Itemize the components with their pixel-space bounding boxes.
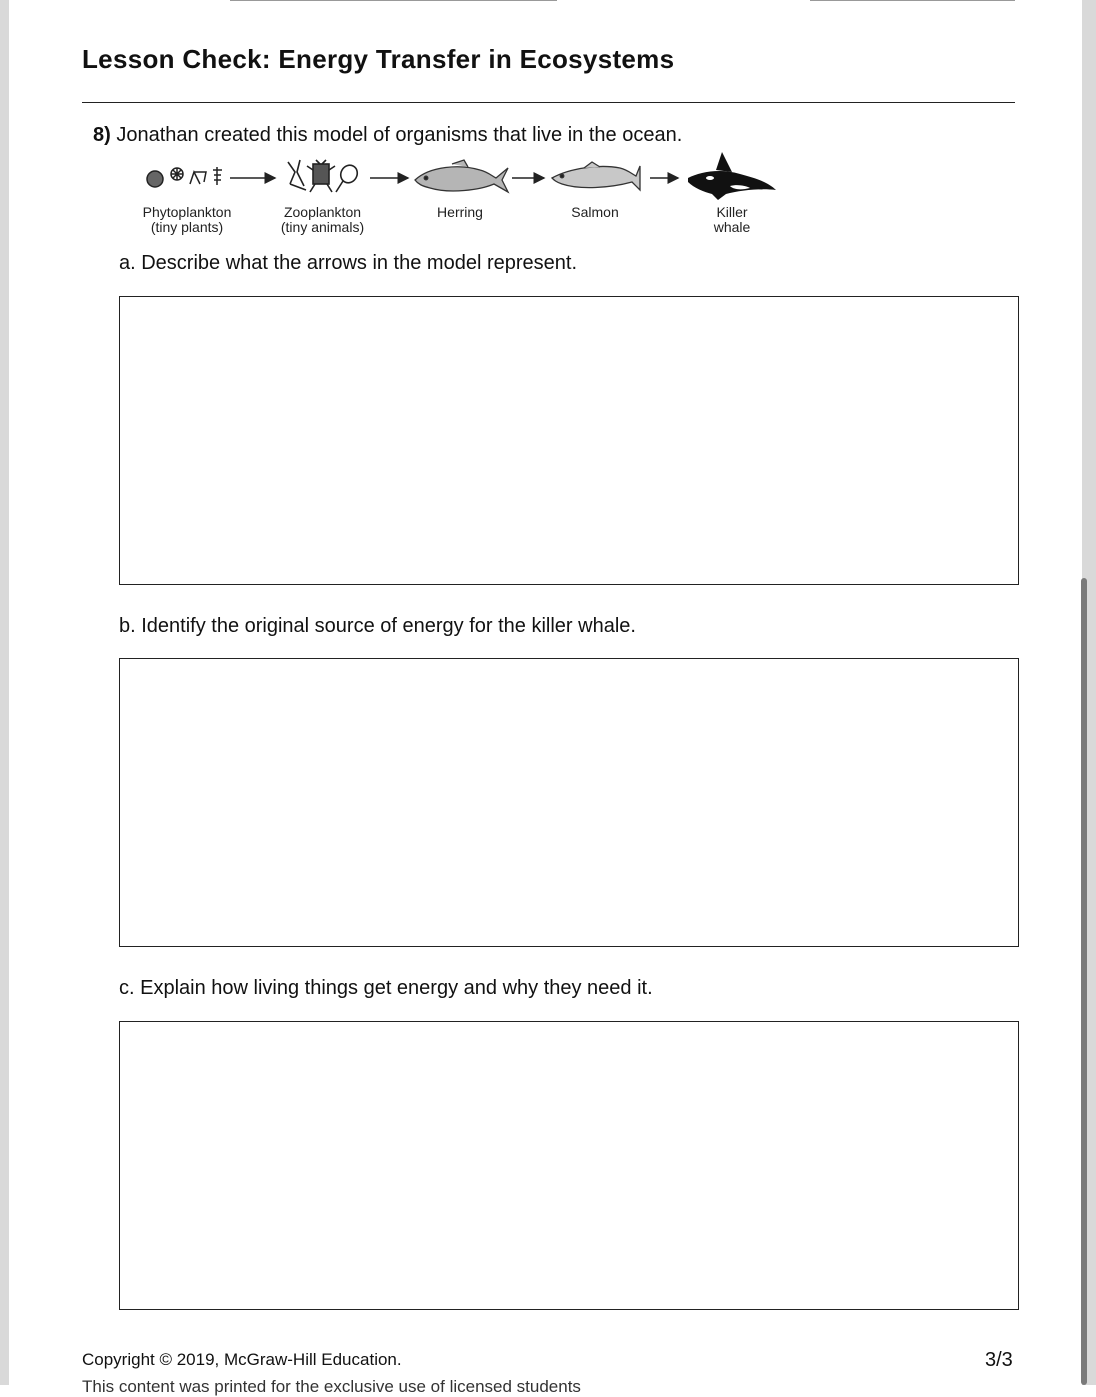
part-b-answer-box[interactable] — [119, 658, 1019, 947]
question-8 — [93, 124, 682, 147]
phytoplankton-label: Phytoplankton (tiny plants) — [142, 204, 232, 235]
food-chain-illustration — [130, 150, 790, 210]
page-number: 3/3 — [985, 1349, 1013, 1371]
header-fields-cutoff — [0, 0, 1096, 4]
zooplankton-label: Zooplankton (tiny animals) — [280, 204, 365, 235]
herring-label: Herring — [437, 204, 483, 220]
salmon-icon — [552, 162, 640, 190]
herring-icon — [415, 160, 508, 192]
phytoplankton-icon — [147, 167, 222, 187]
salmon-label: Salmon — [571, 204, 619, 220]
killer-whale-label: Killer whale — [713, 204, 751, 235]
part-a-answer-box[interactable] — [119, 296, 1019, 585]
license-notice-cutoff: This content was printed for the exclusive use of licensed students — [82, 1377, 581, 1396]
part-c-prompt: c. Explain how living things get energy and why they need it. — [119, 977, 653, 999]
killer-whale-icon — [688, 152, 776, 200]
zooplankton-icon — [288, 160, 360, 192]
left-page-edge — [0, 0, 9, 1385]
copyright-notice: Copyright © 2019, McGraw-Hill Education. — [82, 1350, 402, 1369]
title-divider — [82, 102, 1015, 103]
scrollbar[interactable] — [1081, 578, 1087, 1385]
question-number: 8) — [93, 124, 111, 146]
food-chain-diagram — [130, 150, 790, 245]
page-title: Lesson Check: Energy Transfer in Ecosystems — [82, 44, 675, 74]
part-b-prompt: b. Identify the original source of energy for the killer whale. — [119, 615, 636, 637]
part-c-answer-box[interactable] — [119, 1021, 1019, 1310]
part-a-prompt: a. Describe what the arrows in the model represent. — [119, 252, 577, 274]
question-text: Jonathan created this model of organisms that live in the ocean. — [116, 124, 683, 146]
